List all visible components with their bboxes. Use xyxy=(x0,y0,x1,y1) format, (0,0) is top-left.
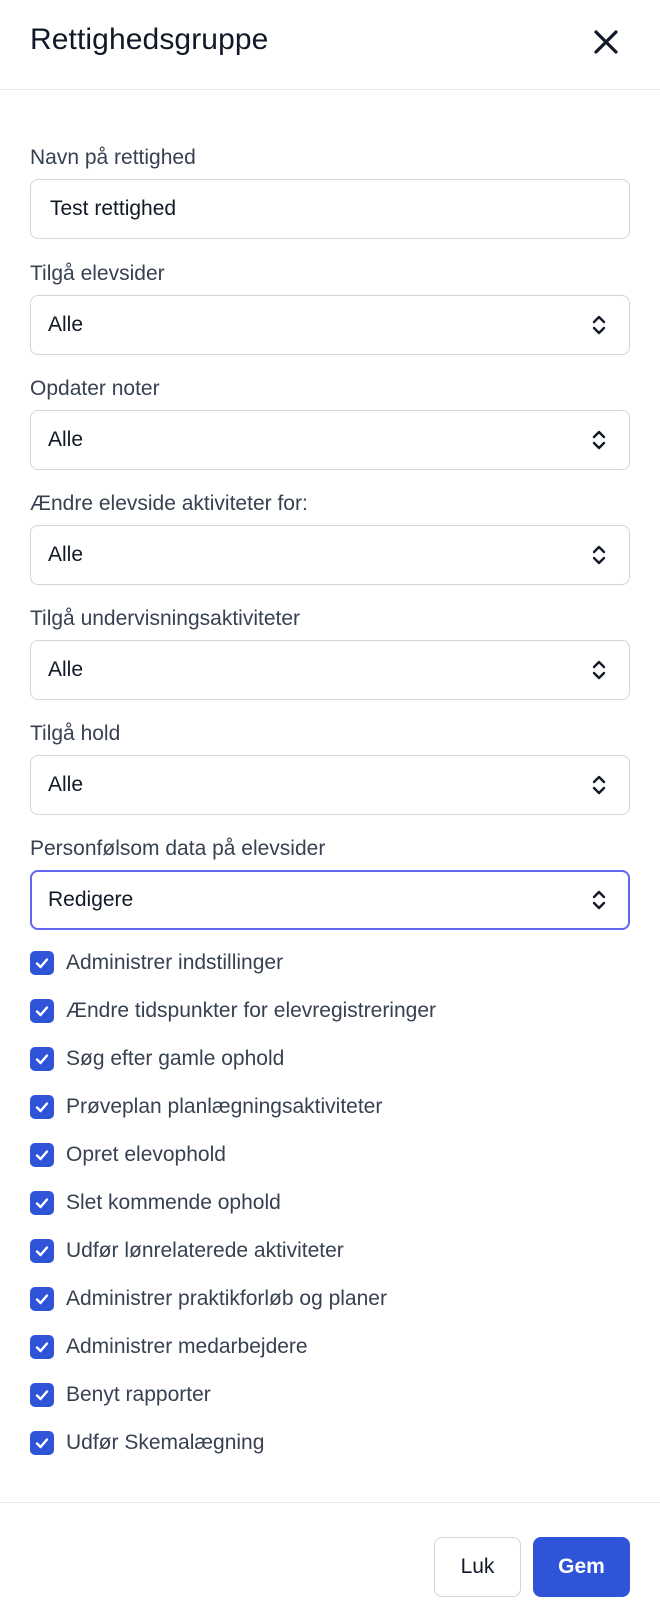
checkbox[interactable] xyxy=(30,999,54,1023)
update-notes-label: Opdater noter xyxy=(30,377,160,400)
chevron-up-down-icon xyxy=(591,772,607,798)
permission-label: Slet kommende ophold xyxy=(66,1191,281,1214)
check-icon xyxy=(34,955,50,971)
chevron-up-down-icon xyxy=(591,887,607,913)
check-icon xyxy=(34,1147,50,1163)
teams-value: Alle xyxy=(48,773,84,796)
permission-row[interactable] xyxy=(30,1140,630,1170)
dialog-title: Rettighedsgruppe xyxy=(30,23,269,56)
name-label: Navn på rettighed xyxy=(30,146,196,169)
checkbox[interactable] xyxy=(30,1143,54,1167)
check-icon xyxy=(34,1291,50,1307)
permission-label: Benyt rapporter xyxy=(66,1383,211,1406)
checkbox[interactable] xyxy=(30,1335,54,1359)
sensitive-data-label: Personfølsom data på elevsider xyxy=(30,837,326,860)
checkbox[interactable] xyxy=(30,951,54,975)
permission-row[interactable] xyxy=(30,1188,630,1218)
teaching-activities-select[interactable] xyxy=(30,640,630,700)
change-activities-select[interactable] xyxy=(30,525,630,585)
dialog-header xyxy=(0,0,660,90)
permission-row[interactable] xyxy=(30,996,630,1026)
chevron-up-down-icon xyxy=(591,542,607,568)
check-icon xyxy=(34,1339,50,1355)
close-dialog-button[interactable]: Luk xyxy=(434,1537,521,1597)
teams-label: Tilgå hold xyxy=(30,722,121,745)
check-icon xyxy=(34,1099,50,1115)
sensitive-data-select[interactable] xyxy=(30,870,630,930)
checkbox[interactable] xyxy=(30,1191,54,1215)
chevron-up-down-icon xyxy=(591,312,607,338)
student-pages-value: Alle xyxy=(48,313,84,336)
checkbox[interactable] xyxy=(30,1287,54,1311)
check-icon xyxy=(34,1435,50,1451)
permission-label: Prøveplan planlægningsaktiviteter xyxy=(66,1095,383,1118)
update-notes-value: Alle xyxy=(48,428,84,451)
change-activities-value: Alle xyxy=(48,543,84,566)
permission-label: Administrer praktikforløb og planer xyxy=(66,1287,387,1310)
change-activities-label: Ændre elevside aktiviteter for: xyxy=(30,492,308,515)
dialog-footer xyxy=(0,1502,660,1622)
permission-label: Udfør lønrelaterede aktiviteter xyxy=(66,1239,344,1262)
student-pages-label: Tilgå elevsider xyxy=(30,262,165,285)
sensitive-data-value: Redigere xyxy=(48,888,134,911)
permission-row[interactable] xyxy=(30,948,630,978)
permission-row[interactable] xyxy=(30,1092,630,1122)
checkbox[interactable] xyxy=(30,1095,54,1119)
check-icon xyxy=(34,1387,50,1403)
check-icon xyxy=(34,1243,50,1259)
teaching-activities-value: Alle xyxy=(48,658,84,681)
update-notes-select[interactable] xyxy=(30,410,630,470)
permission-row[interactable] xyxy=(30,1044,630,1074)
name-input[interactable]: Test rettighed xyxy=(30,179,630,239)
permission-row[interactable] xyxy=(30,1380,630,1410)
permission-row[interactable] xyxy=(30,1236,630,1266)
permission-label: Administrer medarbejdere xyxy=(66,1335,308,1358)
permission-row[interactable] xyxy=(30,1428,630,1458)
chevron-up-down-icon xyxy=(591,657,607,683)
permission-label: Administrer indstillinger xyxy=(66,951,284,974)
check-icon xyxy=(34,1195,50,1211)
permission-label: Søg efter gamle ophold xyxy=(66,1047,285,1070)
close-icon xyxy=(593,29,619,55)
teams-select[interactable] xyxy=(30,755,630,815)
permission-label: Opret elevophold xyxy=(66,1143,226,1166)
chevron-up-down-icon xyxy=(591,427,607,453)
checkbox[interactable] xyxy=(30,1383,54,1407)
teaching-activities-label: Tilgå undervisningsaktiviteter xyxy=(30,607,301,630)
permission-label: Udfør Skemalægning xyxy=(66,1431,265,1454)
permission-label: Ændre tidspunkter for elevregistreringer xyxy=(66,999,437,1022)
student-pages-select[interactable] xyxy=(30,295,630,355)
checkbox[interactable] xyxy=(30,1431,54,1455)
permission-row[interactable] xyxy=(30,1284,630,1314)
permission-row[interactable] xyxy=(30,1332,630,1362)
check-icon xyxy=(34,1051,50,1067)
check-icon xyxy=(34,1003,50,1019)
close-button[interactable] xyxy=(588,24,624,60)
checkbox[interactable] xyxy=(30,1239,54,1263)
checkbox[interactable] xyxy=(30,1047,54,1071)
save-button[interactable]: Gem xyxy=(533,1537,630,1597)
